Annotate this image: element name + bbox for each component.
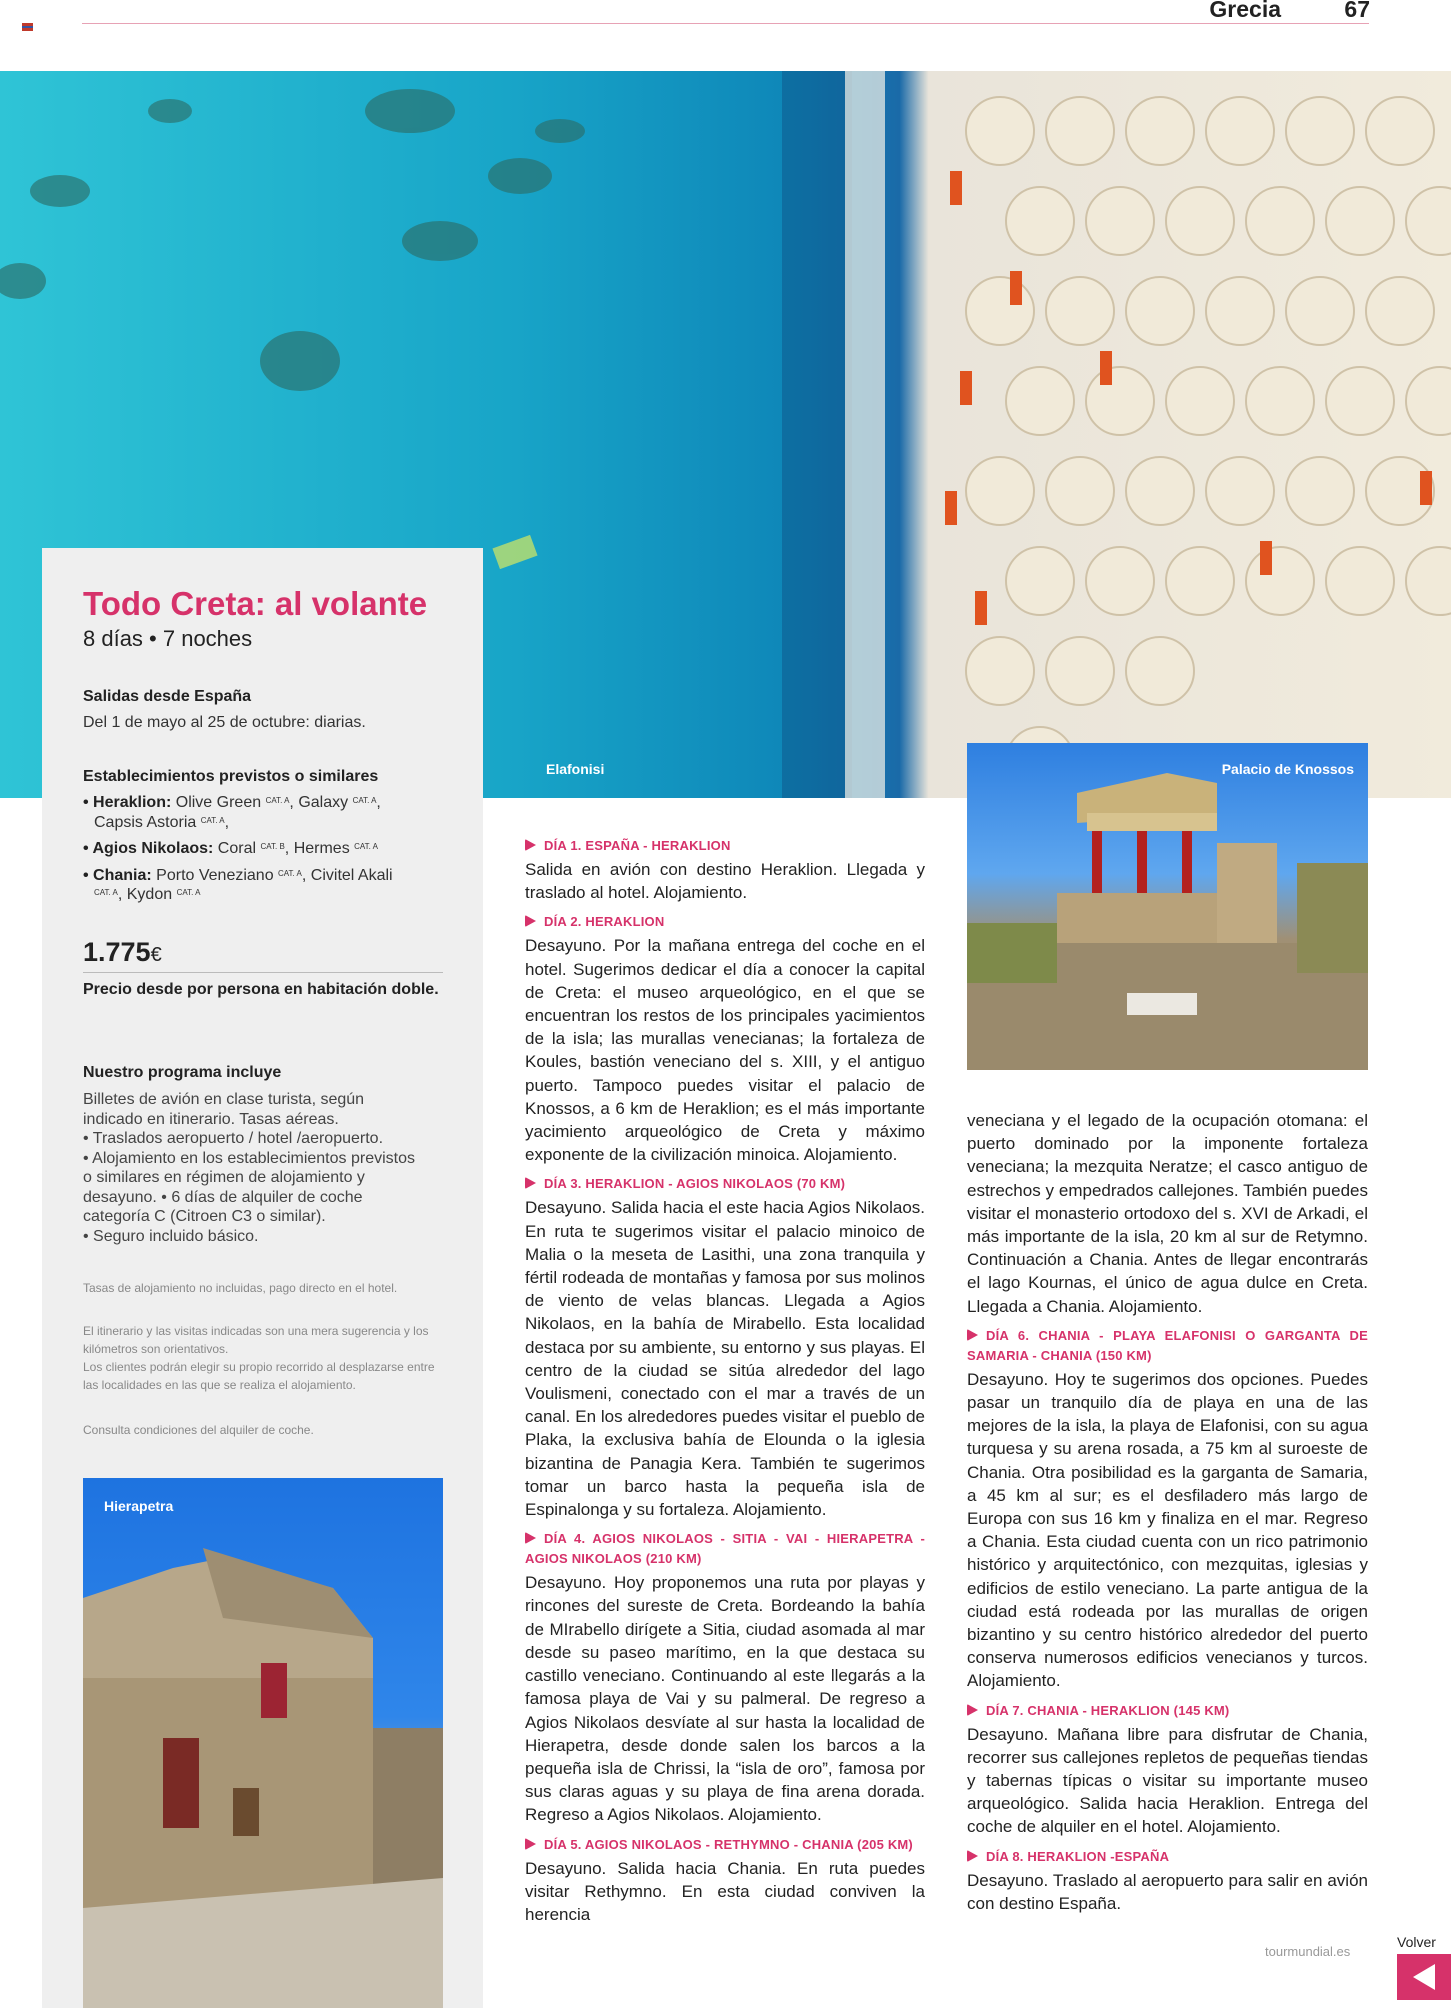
hotels-heraklion-cont: Capsis Astoria $^{CAT. A}$, bbox=[94, 814, 230, 831]
spain-flag-icon bbox=[22, 23, 33, 31]
bullet-icon bbox=[967, 1329, 978, 1341]
includes-heading: Nuestro programa incluye bbox=[83, 1064, 282, 1081]
hotels-chania-cont: $^{CAT. A}$, Kydon $^{CAT. A}$ bbox=[94, 886, 201, 903]
day-5-text: Desayuno. Salida hacia Chania. En ruta puedes visitar Rethymno. En esta ciudad conviven la herencia bbox=[525, 1858, 925, 1924]
fine-print-taxes: Tasas de alojamiento no incluidas, pago directo en el hotel. bbox=[83, 1281, 398, 1295]
includes-text: Billetes de avión en clase turista, según indicado en itinerario. Tasas aéreas. • Traslados aeropuerto / hotel /aeropuerto. • Alojamiento en los establecimientos previstos o similares en régimen de alojamiento y desayuno. • 6 días de alquiler de coche categoría C (Citroen C3 o similar). • Seguro incluido básico. bbox=[83, 1091, 415, 1245]
hotels-agios-nikolaos: • Agios Nikolaos: Coral $^{CAT. B}$, Hermes $^{CAT. A}$ bbox=[83, 840, 378, 857]
day-6-heading: DÍA 6. CHANIA - PLAYA ELAFONISI O GARGANTA DE SAMARIA - CHANIA (150 KM) bbox=[967, 1327, 1368, 1363]
day-8-text: Desayuno. Traslado al aeropuerto para salir en avión con destino España. bbox=[967, 1870, 1368, 1913]
bullet-icon bbox=[525, 1532, 536, 1544]
day-7-heading: DÍA 7. CHANIA - HERAKLION (145 KM) bbox=[967, 1701, 1368, 1721]
day-4-text: Desayuno. Hoy proponemos una ruta por playas y rincones del sureste de Creta. Bordeando la bahía de MIrabello dirígete a Sitia, ciudad asomada al mar desde su paseo marítimo, en la que destaca su castillo veneciano. Continuando al este llegarás a la famosa playa de Vai y su palmeral. De regreso a Agios Nikolaos desvíate al sur hasta la localidad de Hierapetra, desde donde salen los barcos a la pequeña isla de Chrissi, la “isla de oro”, famosa por sus claras aguas y su playa de fina arena dorada. Regreso a Agios Nikolaos. Alojamiento. bbox=[525, 1573, 925, 1825]
bullet-icon bbox=[525, 915, 536, 927]
day-2-heading: DÍA 2. HERAKLION bbox=[525, 912, 925, 932]
hotels-chania: • Chania: Porto Veneziano $^{CAT. A}$, Civitel Akali bbox=[83, 867, 393, 884]
bullet-icon bbox=[525, 839, 536, 851]
day-1-heading: DÍA 1. ESPAÑA - HERAKLION bbox=[525, 836, 925, 856]
day-4-heading: DÍA 4. AGIOS NIKOLAOS - SITIA - VAI - HIERAPETRA - AGIOS NIKOLAOS (210 KM) bbox=[525, 1531, 925, 1567]
day-3-heading: DÍA 3. HERAKLION - AGIOS NIKOLAOS (70 KM) bbox=[525, 1174, 925, 1194]
day-5-text-cont: veneciana y el legado de la ocupación otomana: el puerto dominado por la imponente fortaleza veneciana; la mezquita Neratze; el casco antiguo de estrechos y empedrados callejones. También puedes visitar el monasterio ortodoxo del s. XVI de Arkadi, el más importante de la isla, 20 km al sur de Retymno. Continuación a Chania. Antes de llegar encontrarás el lago Kournas, el único de agua dulce en Creta. Llegada a Chania. Alojamiento. bbox=[967, 1111, 1368, 1316]
trip-duration: 8 días • 7 noches bbox=[83, 626, 253, 651]
back-button[interactable] bbox=[1397, 1954, 1451, 2000]
itinerary-column-1 bbox=[525, 836, 925, 1926]
photo-label-knossos: Palacio de Knossos bbox=[1221, 761, 1354, 777]
day-1-text: Salida en avión con destino Heraklion. Llegada y traslado al hotel. Alojamiento. bbox=[525, 860, 925, 903]
day-8-heading: DÍA 8. HERAKLION -ESPAÑA bbox=[967, 1847, 1368, 1867]
trip-title: Todo Creta: al volante bbox=[83, 585, 428, 622]
day-7-text: Desayuno. Mañana libre para disfrutar de Chania, recorrer sus callejones repletos de pequeñas tiendas y tabernas típicas o visitar su importante museo arqueológico. Salida hacia Heraklion. Entrega del coche de alquiler en el hotel. Alojamiento. bbox=[967, 1724, 1368, 1837]
day-6-text: Desayuno. Hoy te sugerimos dos opciones. Puedes pasar un tranquilo día de playa en una de las mejores de la isla, la playa de Elafonisi, con su agua turquesa y su arena rosada, a 75 km al suroeste de Chania. Otra posibilidad es la garganta de Samaria, a 45 km al sur; es el desfiladero más largo de Europa con sus 16 km y finaliza en el mar. Regreso a Chania. Esta ciudad cuenta con un rico patrimonio histórico y arquitectónico, con mezquitas, iglesias y edificios de estilo veneciano. La parte antigua de la ciudad está rodeada por las murallas de origen bizantino y su centro histórico alrededor del puerto conserva numerosos edificios venecianos y turcos. Alojamiento. bbox=[967, 1369, 1368, 1691]
page-number: 67 bbox=[1344, 0, 1370, 22]
bullet-icon bbox=[967, 1704, 978, 1716]
day-2-text: Desayuno. Por la mañana entrega del coche en el hotel. Sugerimos dedicar el día a conocer la capital de Creta: el museo arqueológico, en el que se encuentran los restos de los principales yacimientos de la isla; las murallas venecianas; la fortaleza de Koules, bastión veneciano del s. XIII, y el antiguo puerto. Tampoco puedes visitar el palacio de Knossos, a 6 km de Heraklion; es el más importante yacimiento arqueológico de Creta y máximo exponente de la civilización minoica. Alojamiento. bbox=[525, 936, 925, 1165]
price: 1.775€ bbox=[83, 937, 162, 967]
photo-label-hierapetra: Hierapetra bbox=[104, 1498, 174, 1514]
fine-print-itinerary: El itinerario y las visitas indicadas son una mera sugerencia y los kilómetros son orientativos. Los clientes podrán elegir su propio recorrido al desplazarse entre las localidades en las que se realiza el alojamiento. bbox=[83, 1324, 435, 1392]
price-divider bbox=[83, 972, 443, 973]
arrow-left-icon bbox=[1413, 1964, 1435, 1990]
section-title: Grecia bbox=[1209, 0, 1281, 22]
day-5-heading: DÍA 5. AGIOS NIKOLAOS - RETHYMNO - CHANIA (205 KM) bbox=[525, 1835, 925, 1855]
hotels-heraklion: • Heraklion: Olive Green $^{CAT. A}$, Galaxy $^{CAT. A}$, bbox=[83, 794, 381, 811]
departures-heading: Salidas desde España bbox=[83, 688, 252, 705]
departures-text: Del 1 de mayo al 25 de octubre: diarias. bbox=[83, 714, 366, 731]
bullet-icon bbox=[525, 1177, 536, 1189]
hero-caption: Elafonisi bbox=[546, 761, 605, 777]
price-description: Precio desde por persona en habitación doble. bbox=[83, 981, 439, 998]
day-3-text: Desayuno. Salida hacia el este hacia Agios Nikolaos. En ruta te sugerimos visitar el palacio minoico de Malia o la meseta de Lasithi, una zona tranquila y fértil rodeada de montañas y famosa por sus molinos de viento de velas blancas. Llegada a Agios Nikolaos, en la bahía de Mirabello. Esta localidad destaca por su ambiente, su entorno y sus playas. El centro de la ciudad se sitúa alrededor del lago Voulismeni, conectado con el mar a través de un canal. En los alrededores puedes visitar el pueblo de Plaka, la exclusiva bahía de Elounda o la iglesia bizantina de Panagia Kera. También te sugerimos tomar un barco hasta la pequeña isla de Espinalonga y su fortaleza. Alojamiento. bbox=[525, 1198, 925, 1520]
back-label[interactable]: Volver bbox=[1397, 1934, 1436, 1950]
footer-url[interactable]: tourmundial.es bbox=[1265, 1944, 1351, 1959]
bullet-icon bbox=[525, 1838, 536, 1850]
header-divider bbox=[82, 23, 1369, 24]
photo-knossos bbox=[967, 743, 1368, 1070]
itinerary-column-2 bbox=[967, 1109, 1368, 1915]
fine-print-car-rental: Consulta condiciones del alquiler de coche. bbox=[83, 1423, 314, 1437]
hotels-heading: Establecimientos previstos o similares bbox=[83, 768, 379, 785]
photo-hierapetra bbox=[83, 1478, 443, 2008]
bullet-icon bbox=[967, 1850, 978, 1862]
